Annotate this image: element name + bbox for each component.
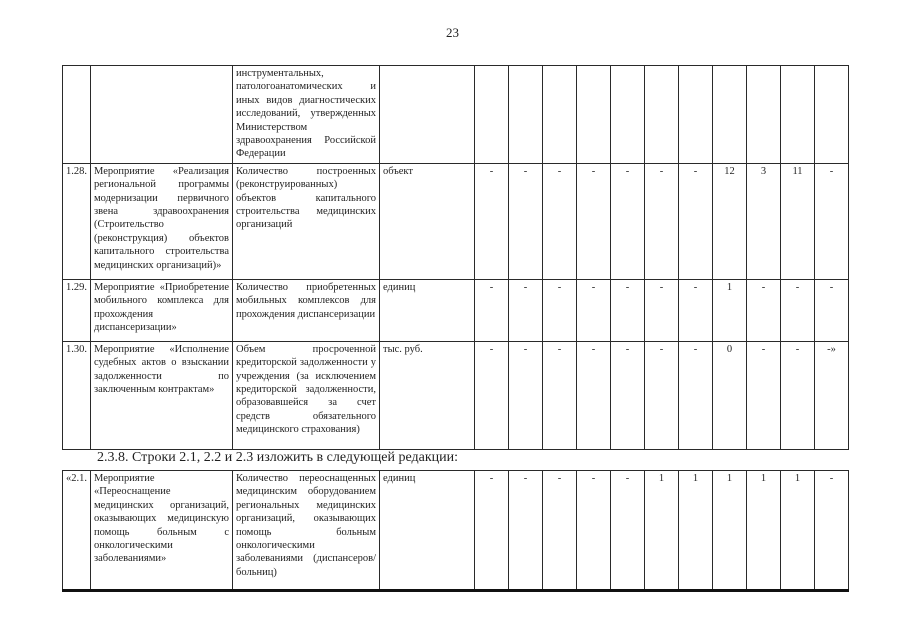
value-cell: - bbox=[475, 163, 509, 279]
unit-cell bbox=[380, 66, 475, 164]
row-number-cell bbox=[63, 66, 91, 164]
amendment-instruction: 2.3.8. Строки 2.1, 2.2 и 2.3 изложить в следующей редакции: bbox=[97, 450, 458, 465]
value-cell bbox=[713, 66, 747, 164]
row-number-cell: 1.29. bbox=[63, 279, 91, 341]
page-number: 23 bbox=[446, 25, 459, 40]
value-cell bbox=[815, 66, 849, 164]
value-cell: - bbox=[679, 279, 713, 341]
value-cell: - bbox=[577, 279, 611, 341]
indicator-cell: Количество построенных (реконструированных) объектов капитального строительства медицинских организаций bbox=[233, 163, 380, 279]
value-cell: - bbox=[781, 279, 815, 341]
value-cell: - bbox=[509, 341, 543, 449]
value-cell: - bbox=[679, 163, 713, 279]
value-cell: - bbox=[543, 341, 577, 449]
value-cell: - bbox=[509, 163, 543, 279]
row-number-cell: 1.30. bbox=[63, 341, 91, 449]
activity-cell: Мероприятие «Реализация региональной программы модернизации первичного звена здравоохранения (Строительство (реконструкция) объектов капитального строительства медицинских организаций)» bbox=[91, 163, 233, 279]
value-cell: 1 bbox=[679, 471, 713, 591]
row-number-cell: 1.28. bbox=[63, 163, 91, 279]
value-cell: 3 bbox=[747, 163, 781, 279]
value-cell bbox=[509, 66, 543, 164]
value-cell: 11 bbox=[781, 163, 815, 279]
value-cell: - bbox=[645, 163, 679, 279]
value-cell: - bbox=[509, 471, 543, 591]
value-cell bbox=[611, 66, 645, 164]
activity-cell: Мероприятие «Приобретение мобильного комплекса для прохождения диспансеризации» bbox=[91, 279, 233, 341]
value-cell: 1 bbox=[747, 471, 781, 591]
value-cell bbox=[679, 66, 713, 164]
value-cell bbox=[781, 66, 815, 164]
indicators-table-new-edition bbox=[62, 470, 849, 592]
value-cell: - bbox=[543, 163, 577, 279]
table-row-1-29 bbox=[63, 279, 849, 341]
value-cell: -» bbox=[815, 341, 849, 449]
value-cell: - bbox=[611, 279, 645, 341]
table-row-2-1 bbox=[63, 471, 849, 591]
value-cell: - bbox=[815, 163, 849, 279]
value-cell: - bbox=[475, 471, 509, 591]
value-cell: - bbox=[645, 341, 679, 449]
value-cell: - bbox=[611, 341, 645, 449]
unit-cell: единиц bbox=[380, 471, 475, 591]
value-cell: 1 bbox=[713, 279, 747, 341]
value-cell: - bbox=[475, 279, 509, 341]
value-cell: - bbox=[577, 163, 611, 279]
value-cell: - bbox=[645, 279, 679, 341]
value-cell bbox=[577, 66, 611, 164]
value-cell: 1 bbox=[645, 471, 679, 591]
value-cell: 1 bbox=[713, 471, 747, 591]
activity-cell: Мероприятие «Переоснащение медицинских организаций, оказывающих медицинскую помощь больным с онкологическими заболеваниями» bbox=[91, 471, 233, 591]
value-cell: - bbox=[679, 341, 713, 449]
row-number-cell: «2.1. bbox=[63, 471, 91, 591]
activity-cell: Мероприятие «Исполнение судебных актов о взыскании задолженности по заключенным контрактам» bbox=[91, 341, 233, 449]
value-cell: - bbox=[577, 341, 611, 449]
value-cell bbox=[747, 66, 781, 164]
indicator-cell: Объем просроченной кредиторской задолженности у учреждения (за исключением кредиторской задолженности, образовавшейся за счет средств обязательного медицинского страхования) bbox=[233, 341, 380, 449]
table-row-1-28 bbox=[63, 163, 849, 279]
value-cell bbox=[543, 66, 577, 164]
value-cell: - bbox=[815, 279, 849, 341]
activity-cell bbox=[91, 66, 233, 164]
value-cell: 12 bbox=[713, 163, 747, 279]
table-row-continuation bbox=[63, 66, 849, 164]
value-cell bbox=[475, 66, 509, 164]
value-cell: - bbox=[543, 279, 577, 341]
indicator-cell: Количество приобретенных мобильных комплексов для прохождения диспансеризации bbox=[233, 279, 380, 341]
value-cell: - bbox=[611, 471, 645, 591]
value-cell: - bbox=[475, 341, 509, 449]
value-cell: - bbox=[747, 279, 781, 341]
value-cell: - bbox=[577, 471, 611, 591]
value-cell: - bbox=[509, 279, 543, 341]
value-cell: - bbox=[781, 341, 815, 449]
value-cell: - bbox=[543, 471, 577, 591]
value-cell: - bbox=[747, 341, 781, 449]
value-cell bbox=[645, 66, 679, 164]
indicator-cell: Количество переоснащенных медицинским оборудованием региональных медицинских организаций, оказывающих помощь больным онкологическими заболеваниями (диспансеров/больниц) bbox=[233, 471, 380, 591]
value-cell: - bbox=[815, 471, 849, 591]
table-row-1-30 bbox=[63, 341, 849, 449]
unit-cell: объект bbox=[380, 163, 475, 279]
unit-cell: единиц bbox=[380, 279, 475, 341]
value-cell: - bbox=[611, 163, 645, 279]
indicator-cell: инструментальных, патологоанатомических и иных видов диагностических исследований, утвержденных Министерством здравоохранения Российской Федерации bbox=[233, 66, 380, 164]
value-cell: 1 bbox=[781, 471, 815, 591]
unit-cell: тыс. руб. bbox=[380, 341, 475, 449]
indicators-table-continued bbox=[62, 65, 849, 450]
value-cell: 0 bbox=[713, 341, 747, 449]
